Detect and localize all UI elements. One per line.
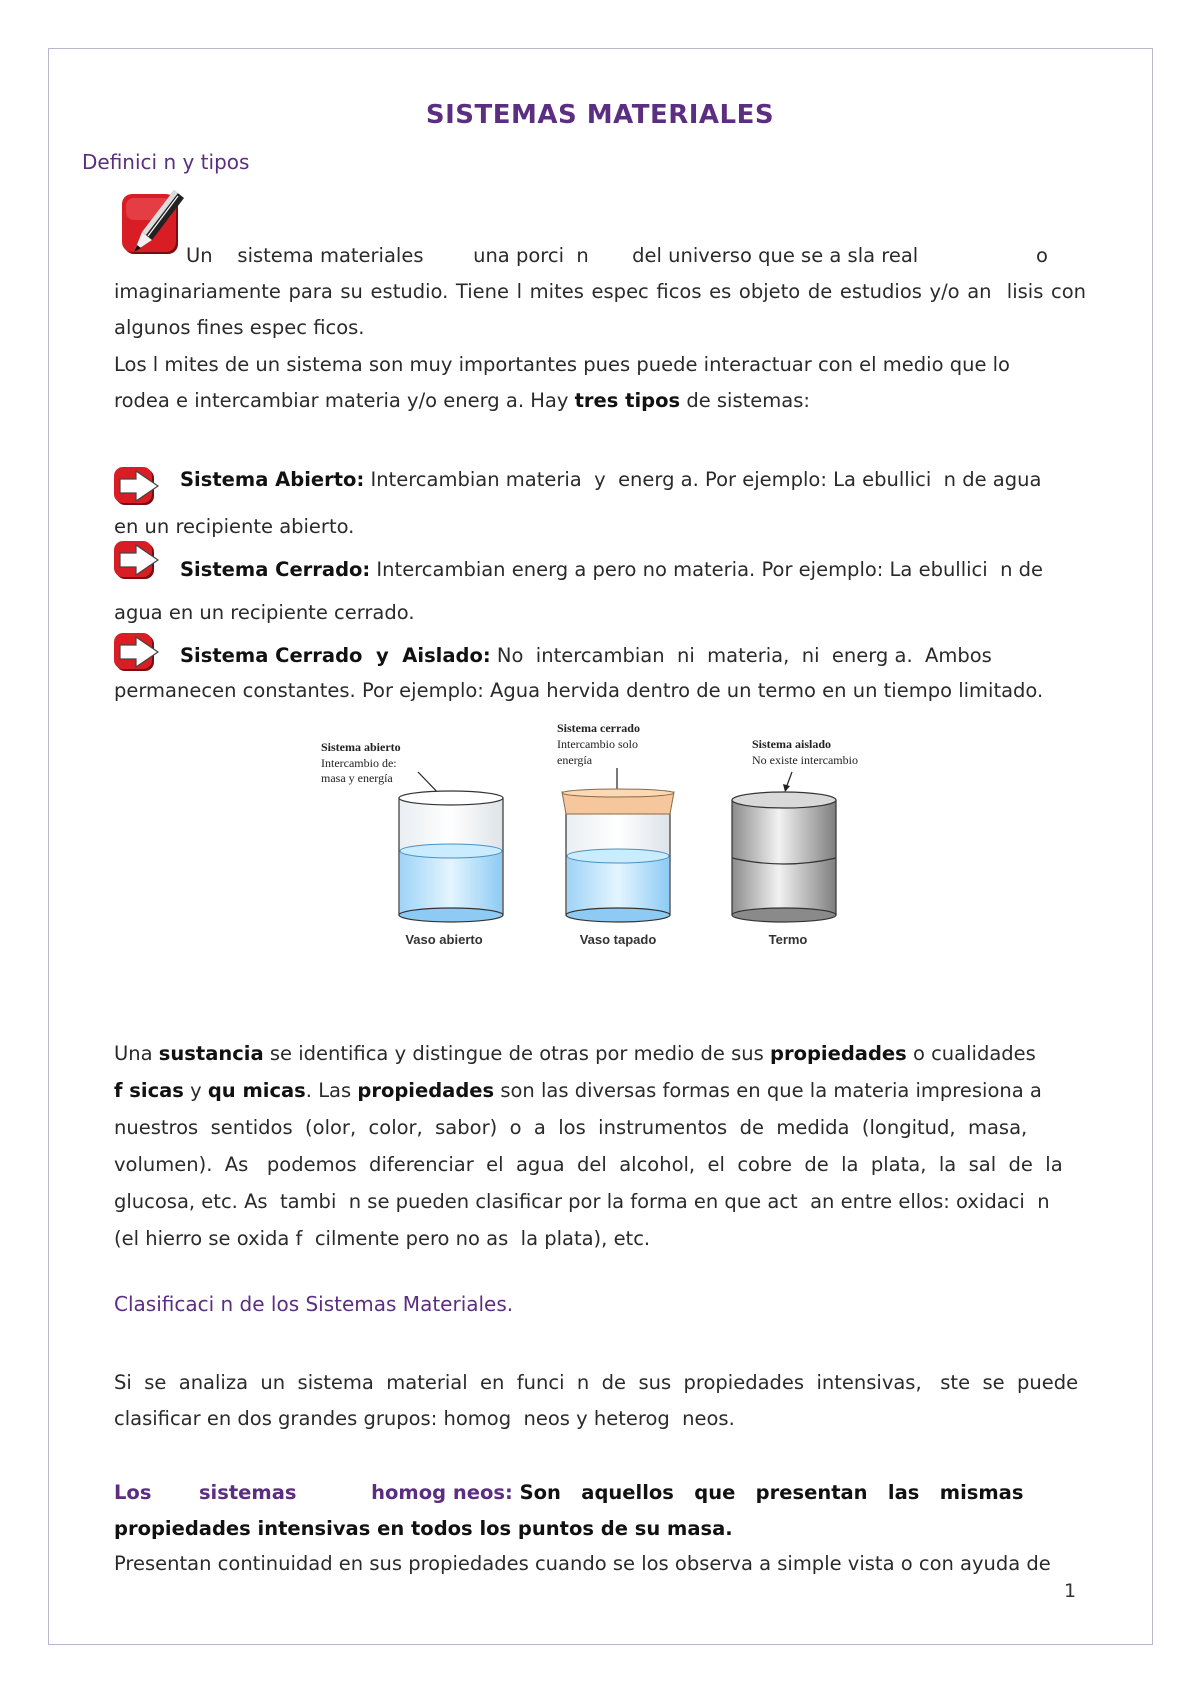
label-open-beaker: Vaso abierto [405, 932, 483, 947]
classification-line-1: Si se analiza un sistema material en funci n de sus propiedades intensivas, ste se puede [114, 1371, 1079, 1394]
page-number: 1 [1064, 1580, 1077, 1602]
type-isolated-line-1: Sistema Cerrado y Aislado: No intercambian ni materia, ni energ a. Ambos [180, 644, 992, 667]
thermos [732, 792, 836, 922]
limits-line-1: Los l mites de un sistema son muy importantes pues puede interactuar con el medio que lo [114, 353, 1010, 376]
substance-line-3: nuestros sentidos (olor, color, sabor) o a los instrumentos de medida (longitud, masa, [114, 1116, 1028, 1139]
classification-line-2: clasificar en dos grandes grupos: homog neos y heterog neos. [114, 1407, 735, 1430]
type-open-line-2: en un recipiente abierto. [114, 515, 355, 538]
section-heading-classification: Clasificaci n de los Sistemas Materiales. [114, 1292, 514, 1316]
open-beaker [399, 791, 503, 922]
arrow-right-icon [114, 632, 160, 674]
substance-line-5: glucosa, etc. As tambi n se pueden clasificar por la forma en que act an entre ellos: oxidaci n [114, 1190, 1050, 1213]
section-heading-definition: Definici n y tipos [82, 150, 250, 174]
intro-line-1: Un sistema materiales una porci n del universo que se a sla real o [186, 244, 1048, 267]
systems-figure [300, 718, 900, 958]
substance-line-1: Una sustancia se identifica y distingue de otras por medio de sus propiedades o cualidades [114, 1042, 1036, 1065]
homogeneous-line-1: Los sistemas homog neos: Son aquellos que presentan las mismas [114, 1481, 1024, 1504]
open-system-title: Sistema abierto [321, 740, 401, 754]
page-title: SISTEMAS MATERIALES [425, 100, 775, 130]
isolated-system-desc: No existe intercambio [752, 753, 858, 767]
substance-line-6: (el hierro se oxida f cilmente pero no as la plata), etc. [114, 1227, 651, 1250]
closed-system-title: Sistema cerrado [557, 721, 640, 735]
label-covered-beaker: Vaso tapado [579, 932, 657, 947]
arrow-right-icon [114, 540, 160, 582]
closed-system-desc-2: energía [557, 753, 593, 767]
limits-line-2: rodea e intercambiar materia y/o energ a. Hay tres tipos de sistemas: [114, 389, 810, 412]
homogeneous-line-3: Presentan continuidad en sus propiedades cuando se los observa a simple vista o con ayuda de [114, 1552, 1051, 1575]
pencil-icon [122, 188, 186, 262]
homogeneous-line-2: propiedades intensivas en todos los puntos de su masa. [114, 1517, 733, 1540]
open-system-desc-2: masa y energía [321, 771, 393, 785]
covered-beaker [562, 789, 674, 922]
isolated-system-title: Sistema aislado [752, 737, 832, 751]
substance-line-4: volumen). As podemos diferenciar el agua del alcohol, el cobre de la plata, la sal de la [114, 1153, 1063, 1176]
intro-line-3: algunos fines espec ficos. [114, 316, 365, 339]
type-closed-line-1: Sistema Cerrado: Intercambian energ a pero no materia. Por ejemplo: La ebullici n de [180, 558, 1044, 581]
open-system-desc-1: Intercambio de: [321, 756, 397, 770]
substance-line-2: f sicas y qu micas. Las propiedades son las diversas formas en que la materia impresiona a [114, 1079, 1042, 1102]
intro-line-2: imaginariamente para su estudio. Tiene l mites espec ficos es objeto de estudios y/o an lisis con [114, 280, 1086, 303]
arrow-right-icon [114, 466, 160, 508]
label-thermos: Termo [768, 932, 808, 947]
type-closed-line-2: agua en un recipiente cerrado. [114, 601, 415, 624]
type-isolated-line-2: permanecen constantes. Por ejemplo: Agua hervida dentro de un termo en un tiempo limitado. [114, 679, 1044, 702]
type-open-line-1: Sistema Abierto: Intercambian materia y energ a. Por ejemplo: La ebullici n de agua [180, 468, 1042, 491]
closed-system-desc-1: Intercambio solo [557, 737, 638, 751]
